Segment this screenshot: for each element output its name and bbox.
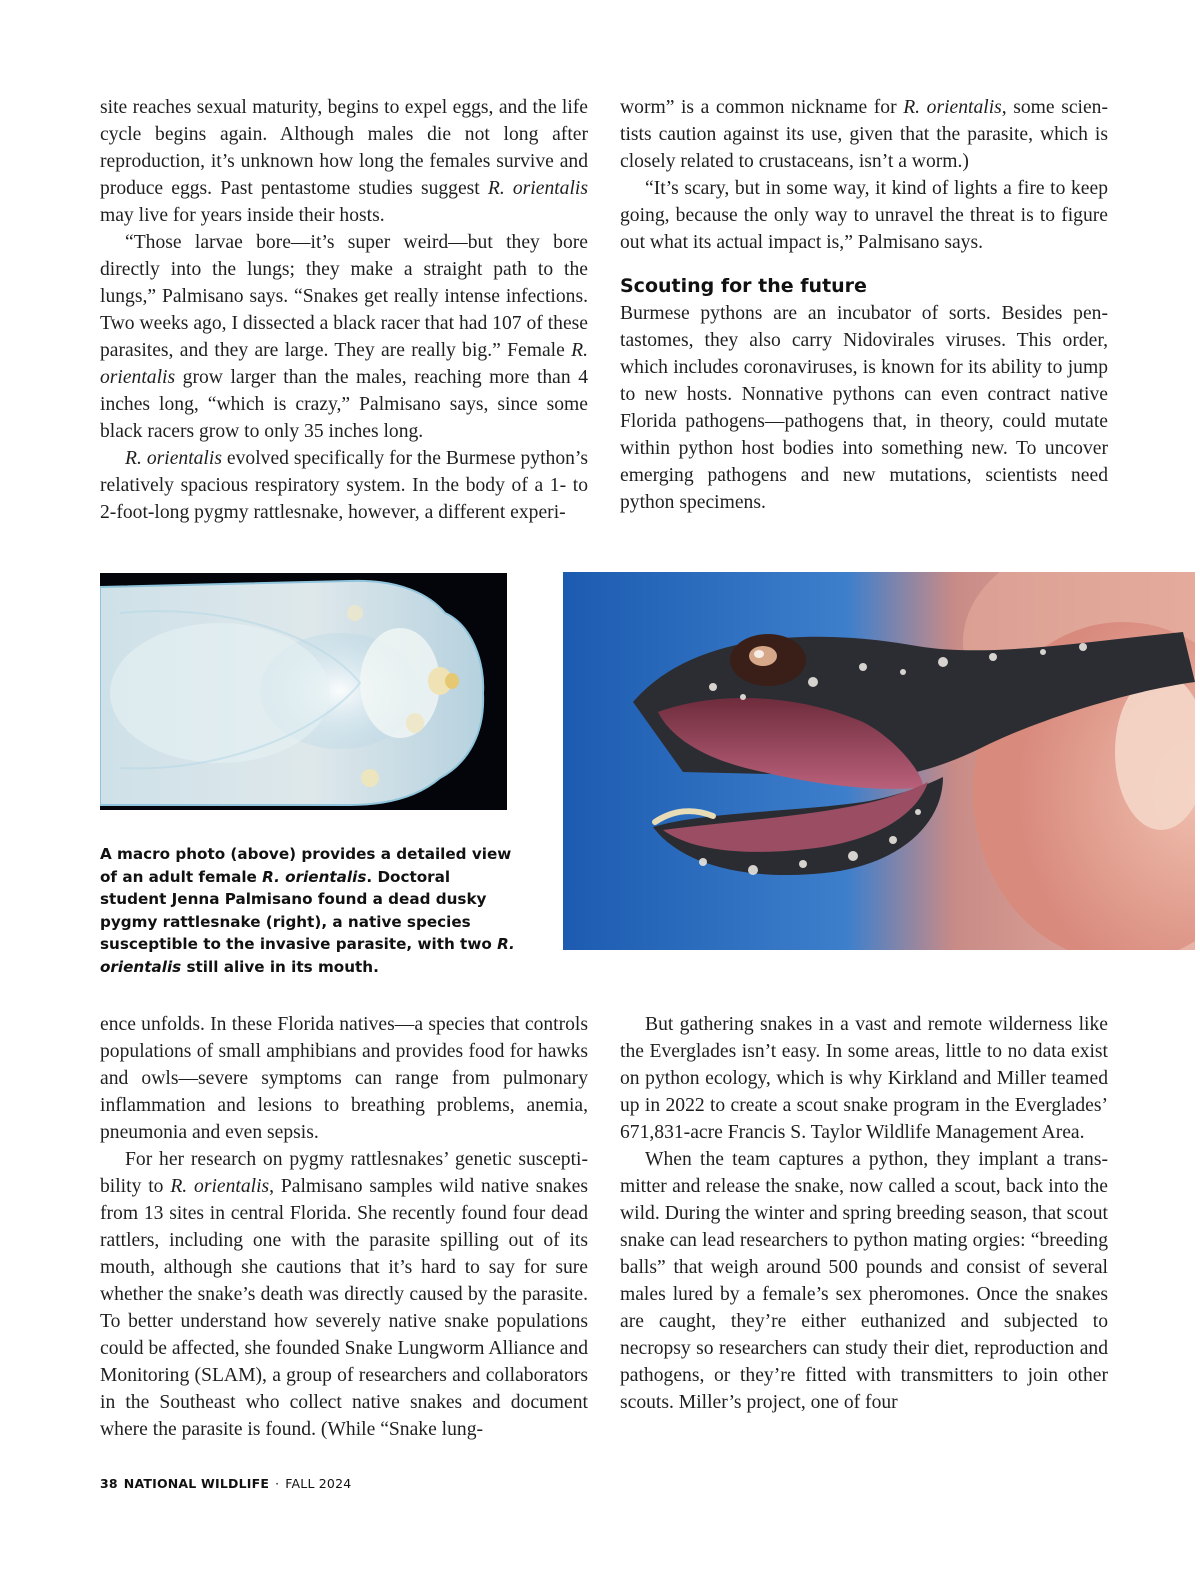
paragraph: site reaches sexual maturity, begins to expel eggs, and the life cycle begins again. Although males die not long after reproduction, it’s unknown how long the females survive and produce eggs. Past pentastome studies suggest R. orientalis may live for years inside their hosts. <box>100 97 588 226</box>
paragraph: worm” is a common nickname for R. orientalis, some scientists caution against its use, given that the parasite, which is closely related to crustaceans, isn’t a worm.) <box>620 97 1108 172</box>
paragraph: ence unfolds. In these Florida natives—a species that controls populations of small amphibians and provides food for hawks and owls—severe symptoms can range from pulmonary inflammation and lesions to breathing problems, anemia, pneumonia and even sepsis. <box>100 1014 588 1143</box>
paragraph: For her research on pygmy rattlesnakes’ genetic susceptibility to R. orientalis, Palmisano samples wild native snakes from 13 sites in central Florida. She recently found four dead rattlers, including one with the parasite spilling out of its mouth, although she cautions that it’s hard to say for sure whether the snake’s death was directly caused by the parasite. To better understand how severely native snake populations could be affected, she founded Snake Lungworm Alliance and Monitoring (SLAM), a group of researchers and collaborators in the Southeast who collect native snakes and document where the parasite is found. (While “Snake lung- <box>100 1149 588 1440</box>
paragraph: But gathering snakes in a vast and remote wilderness like the Everglades isn’t easy. In some areas, little to no data exist on python ecology, which is why Kirkland and Miller teamed up in 2022 to create a scout snake program in the Everglades’ 671,831-acre Francis S. Taylor Wildlife Management Area. <box>620 1014 1108 1143</box>
paragraph: Burmese pythons are an incubator of sorts. Besides pentastomes, they also carry Nidovirales viruses. This order, which includes coronaviruses, is known for its ability to jump to new hosts. Nonnative pythons can even contract native Florida pathogens—pathogens that, in theory, could mutate within python host bodies into something new. To uncover emerging pathogens and new mutations, scientists need python specimens. <box>620 303 1108 513</box>
issue-date: FALL 2024 <box>285 1476 352 1491</box>
species-name: R. orientalis <box>100 340 588 388</box>
page-number: 38 <box>100 1476 118 1491</box>
page-footer <box>100 1476 351 1491</box>
species-name: R. orientalis <box>170 1176 270 1197</box>
species-name: R. orientalis <box>262 867 367 886</box>
article-column-bottom-left <box>100 1011 588 1443</box>
species-name: R. orientalis <box>125 448 222 469</box>
snake-illustration <box>563 572 1195 950</box>
article-column-bottom-right <box>620 1011 1108 1416</box>
paragraph: When the team captures a python, they implant a transmitter and release the snake, now called a scout, back into the wild. During the winter and spring breeding season, that scout snake can lead researchers to python mating orgies: “breeding balls” that weigh around 500 pounds and consist of several males lured by a female’s sex pheromones. Once the snakes are caught, they’re either euthanized and subjected to necropsy so researchers can study their diet, reproduction and pathogens, or they’re fitted with transmitters to join other scouts. Miller’s project, one of four <box>620 1149 1108 1413</box>
parasite-illustration <box>100 573 507 810</box>
species-name: R. orientalis <box>903 97 1002 118</box>
parasite-macro-photo <box>100 573 507 810</box>
magazine-name: NATIONAL WILDLIFE <box>123 1476 270 1491</box>
article-column-top-right <box>620 94 1108 516</box>
species-name: R. orientalis <box>100 935 515 976</box>
article-column-top-left <box>100 94 588 526</box>
species-name: R. orientalis <box>487 178 588 199</box>
paragraph: “It’s scary, but in some way, it kind of lights a fire to keep going, because the only way to unravel the threat is to figure out what its actual impact is,” Palmisano says. <box>620 178 1108 253</box>
footer-separator: · <box>275 1476 280 1491</box>
paragraph: R. orientalis evolved specifically for the Burmese python’s relatively spacious respiratory system. In the body of a 1- to 2-foot-long pygmy rattlesnake, however, a different experi- <box>100 448 588 523</box>
pygmy-rattlesnake-photo <box>563 572 1195 950</box>
paragraph: “Those larvae bore—it’s super weird—but they bore directly into the lungs; they make a straight path to the lungs,” Palmisano says. “Snakes get really intense infections. Two weeks ago, I dissected a black racer that had 107 of these parasites, and they are large. They are really big.” Female R. orientalis grow larger than the males, reaching more than 4 inches long, “which is crazy,” Palmisano says, since some black racers grow to only 35 inches long. <box>100 232 588 442</box>
section-heading: Scouting for the future <box>620 275 867 297</box>
photo-caption: A macro photo (above) provides a detailed view of an adult female R. orientalis. Doctoral student Jenna Palmisano found a dead dusky pygmy rattlesnake (right), a native species susceptible to the invasive parasite, with two R. orientalis still alive in its mouth. <box>100 845 515 976</box>
